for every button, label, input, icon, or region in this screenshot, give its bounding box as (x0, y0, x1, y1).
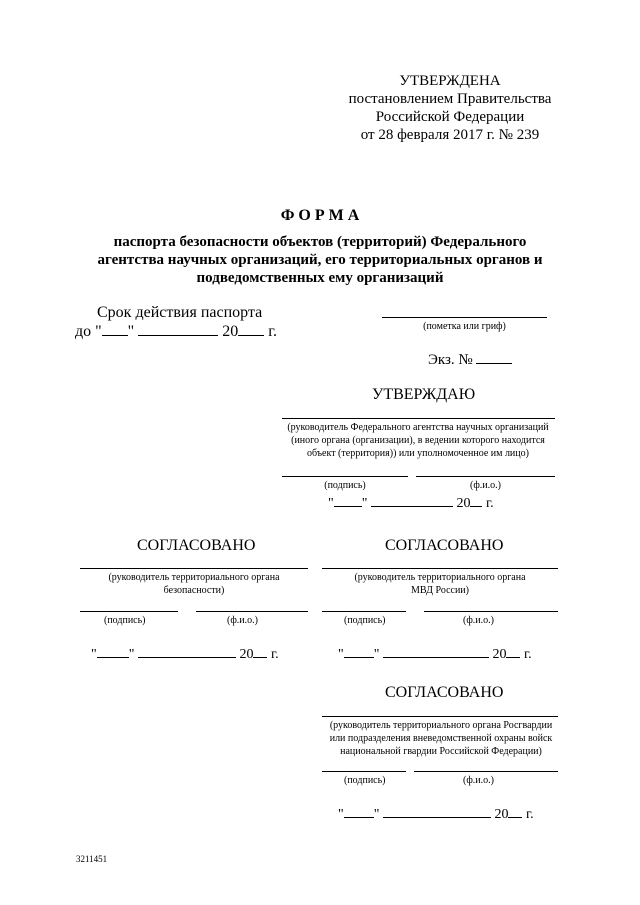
agreed-left-caption-line1: (руководитель территориального органа (108, 572, 280, 583)
form-subtitle-line3: подведомственных ему организаций (196, 270, 444, 286)
agreed-right-year-field[interactable] (506, 645, 520, 658)
agreed-right-caption-line2: МВД России) (411, 585, 469, 596)
approve-signature-line[interactable] (282, 476, 408, 477)
agreed-bottom-year-prefix: 20 (494, 807, 509, 822)
agreed-bottom-name-line[interactable] (414, 771, 558, 772)
agreed-left-year-field[interactable] (253, 645, 267, 658)
approve-name-line[interactable] (416, 476, 555, 477)
agreed-bottom-name-caption: (ф.и.о.) (463, 775, 494, 786)
doc-number: 3211451 (76, 854, 108, 864)
agreed-left-title: СОГЛАСОВАНО (137, 537, 256, 554)
agreed-bottom-date: " " 20 г. (338, 807, 534, 822)
agreed-left-name-line[interactable] (196, 611, 308, 612)
agreed-bottom-year-field[interactable] (508, 805, 522, 818)
agreed-bottom-title: СОГЛАСОВАНО (385, 684, 504, 701)
agreed-left-year-suffix: г. (270, 647, 279, 662)
agreed-right-name-caption: (ф.и.о.) (463, 615, 494, 626)
copy-label: Экз. № (428, 352, 473, 368)
validity-label: Срок действия паспорта (97, 304, 263, 321)
agreed-bottom-month-field[interactable] (383, 805, 491, 818)
agreed-left-head-line[interactable] (80, 568, 308, 569)
marking-line[interactable] (382, 317, 547, 318)
agreed-left-caption (80, 571, 308, 597)
validity-year-prefix: 20 (222, 323, 239, 340)
validity-year-suffix: г. (268, 323, 277, 340)
agreed-left-year-prefix: 20 (239, 647, 254, 662)
approve-signature-caption: (подпись) (324, 480, 366, 491)
approval-title: УТВЕРЖДЕНА (399, 73, 501, 89)
agreed-left-date: " " 20 г. (91, 647, 279, 662)
agreed-bottom-caption-line3: национальной гвардии Российской Федерации) (340, 746, 542, 757)
agreed-bottom-caption-line1: (руководитель территориального органа Росгвардии (329, 720, 553, 731)
agreed-bottom-head-line[interactable] (322, 716, 558, 717)
agreed-bottom-year-suffix: г. (525, 807, 534, 822)
agreed-left-caption-line2: безопасности) (163, 585, 225, 596)
approve-year-suffix: г. (485, 496, 494, 511)
approve-date: " " 20 г. (328, 496, 494, 511)
approve-caption-line2: (иного органа (организации), в ведении которого находится (291, 435, 545, 446)
month-field[interactable] (138, 323, 218, 336)
agreed-bottom-signature-line[interactable] (322, 771, 406, 772)
approval-line3: от 28 февраля 2017 г. № 239 (360, 127, 540, 143)
approve-month-field[interactable] (371, 494, 453, 507)
agreed-right-date: " " 20 г. (338, 647, 532, 662)
agreed-left-name-caption: (ф.и.о.) (227, 615, 258, 626)
approve-year-prefix: 20 (456, 496, 471, 511)
approve-caption-line1: (руководитель Федерального агентства научных организаций (287, 422, 549, 433)
form-subtitle-line1: паспорта безопасности объектов (территорий) Федерального (113, 234, 527, 250)
marking-caption: (пометка или гриф) (423, 321, 506, 332)
approval-line2: Российской Федерации (375, 109, 525, 125)
agreed-bottom-day-field[interactable] (344, 805, 374, 818)
agreed-left-signature-caption: (подпись) (104, 615, 146, 626)
agreed-right-day-field[interactable] (344, 645, 374, 658)
form-subtitle (60, 233, 580, 287)
approve-name-caption: (ф.и.о.) (470, 480, 501, 491)
validity-date: до " " 20 г. (75, 323, 277, 340)
agreed-bottom-caption-line2: или подразделения вневедомственной охраны войск (329, 733, 553, 744)
agreed-left-day-field[interactable] (97, 645, 129, 658)
agreed-right-caption-line1: (руководитель территориального органа (354, 572, 526, 583)
approve-day-field[interactable] (334, 494, 362, 507)
approve-head-line[interactable] (282, 418, 555, 419)
agreed-right-signature-line[interactable] (322, 611, 406, 612)
approve-caption (272, 421, 564, 460)
agreed-right-year-prefix: 20 (492, 647, 507, 662)
agreed-right-month-field[interactable] (383, 645, 489, 658)
approve-caption-line3: объект (территория)) или уполномоченное им лицо) (307, 448, 529, 459)
agreed-bottom-caption (310, 719, 572, 758)
agreed-right-year-suffix: г. (523, 647, 532, 662)
approval-header (340, 72, 560, 144)
agreed-left-signature-line[interactable] (80, 611, 178, 612)
validity-until: до (75, 323, 92, 340)
approve-title: УТВЕРЖДАЮ (372, 386, 476, 403)
approval-line1: постановлением Правительства (348, 91, 552, 107)
form-subtitle-line2: агентства научных организаций, его территориальных органов и (97, 252, 543, 268)
form-title: Ф О Р М А (280, 207, 360, 224)
day-field[interactable] (102, 323, 128, 336)
year-field[interactable] (238, 323, 264, 336)
agreed-bottom-signature-caption: (подпись) (344, 775, 386, 786)
agreed-right-head-line[interactable] (322, 568, 558, 569)
agreed-right-signature-caption: (подпись) (344, 615, 386, 626)
agreed-left-month-field[interactable] (138, 645, 236, 658)
agreed-right-caption (322, 571, 558, 597)
approve-year-field[interactable] (470, 494, 482, 507)
agreed-right-title: СОГЛАСОВАНО (385, 537, 504, 554)
copy-number (428, 351, 512, 369)
copy-number-field[interactable] (476, 351, 512, 364)
agreed-right-name-line[interactable] (424, 611, 558, 612)
